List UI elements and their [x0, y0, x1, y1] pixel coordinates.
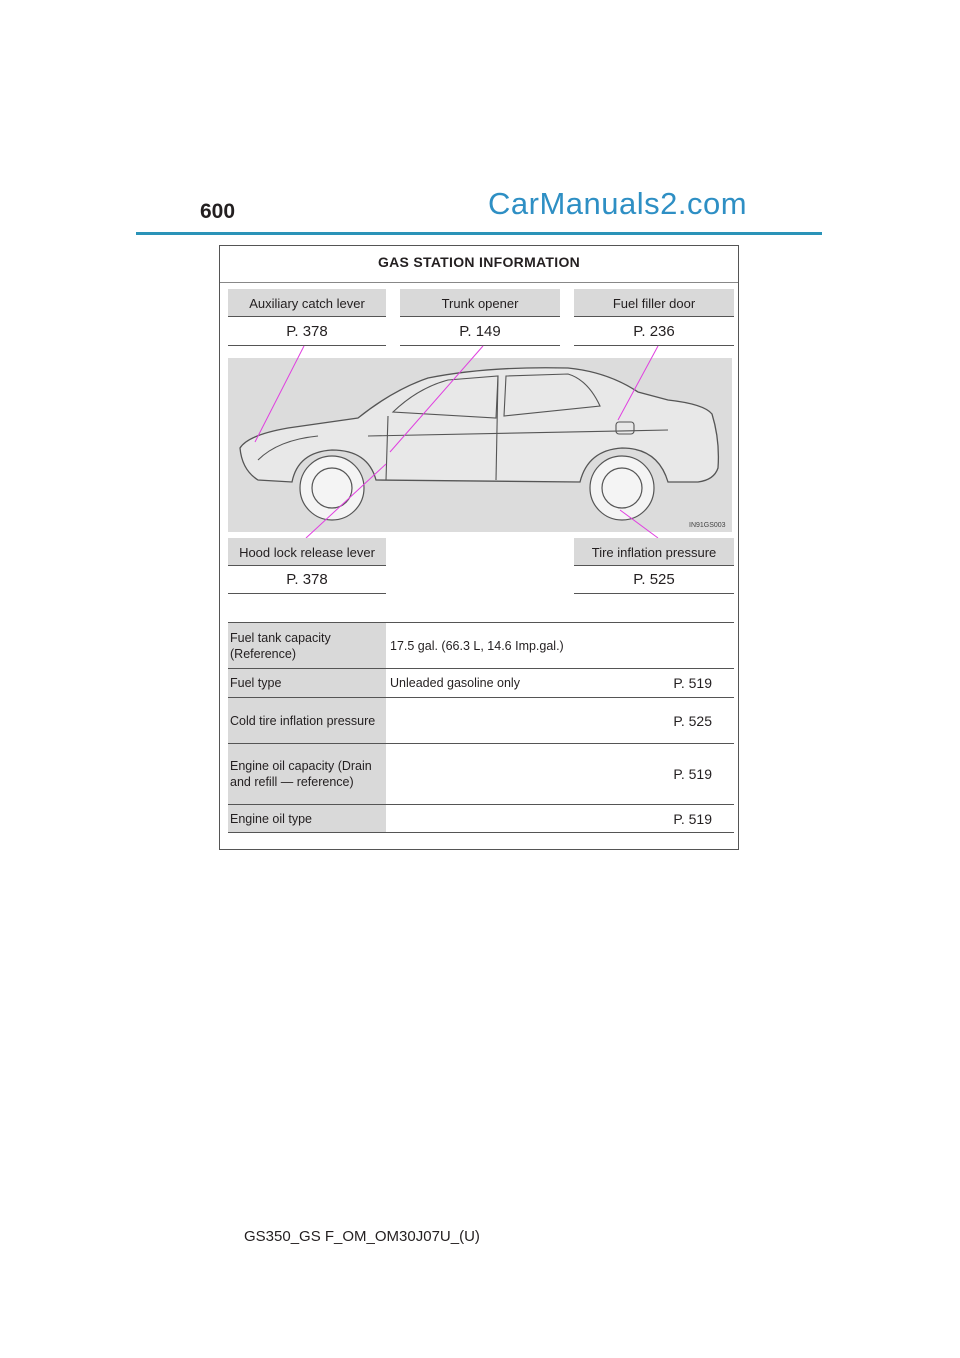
callout-label-trunk-opener: Trunk opener: [400, 289, 560, 317]
spec-value: 17.5 gal. (66.3 L, 14.6 Imp.gal.): [390, 638, 564, 653]
image-code: IN91GS003: [689, 522, 726, 529]
footer-doc-code: GS350_GS F_OM_OM30J07U_(U): [244, 1228, 480, 1245]
box-title: GAS STATION INFORMATION: [220, 246, 738, 283]
spec-label: Cold tire inflation pressure: [228, 698, 386, 743]
spec-label: Fuel tank capacity (Reference): [228, 623, 386, 668]
callout-page-hood-lock: P. 378: [228, 566, 386, 594]
spec-label: Engine oil type: [228, 805, 386, 832]
spec-row-fuel-tank: [228, 623, 734, 669]
spec-row-fuel-type: [228, 669, 734, 698]
callout-page-fuel-filler: P. 236: [574, 318, 734, 346]
callout-label-aux-catch: Auxiliary catch lever: [228, 289, 386, 317]
spec-page-ref: P. 519: [673, 675, 712, 691]
car-illustration: [228, 340, 738, 550]
callout-label-hood-lock: Hood lock release lever: [228, 538, 386, 566]
watermark: CarManuals2.com: [488, 186, 748, 221]
spec-page-ref: P. 525: [673, 712, 712, 729]
callout-page-tire-pressure: P. 525: [574, 566, 734, 594]
spec-value: Unleaded gasoline only: [390, 676, 520, 690]
spec-label: Engine oil capacity (Drain and refill — reference): [228, 744, 386, 804]
callout-label-fuel-filler: Fuel filler door: [574, 289, 734, 317]
callout-page-aux-catch: P. 378: [228, 318, 386, 346]
spec-label: Fuel type: [228, 669, 386, 697]
callout-page-trunk-opener: P. 149: [400, 318, 560, 346]
spec-page-ref: P. 519: [673, 766, 712, 782]
callout-label-tire-pressure: Tire inflation pressure: [574, 538, 734, 566]
spec-row-oil-capacity: [228, 744, 734, 805]
spec-row-oil-type: [228, 805, 734, 833]
spec-page-ref: P. 519: [673, 810, 712, 827]
page-number: 600: [200, 200, 236, 223]
header-rule: [136, 232, 822, 235]
spec-row-tire-pressure: [228, 698, 734, 744]
